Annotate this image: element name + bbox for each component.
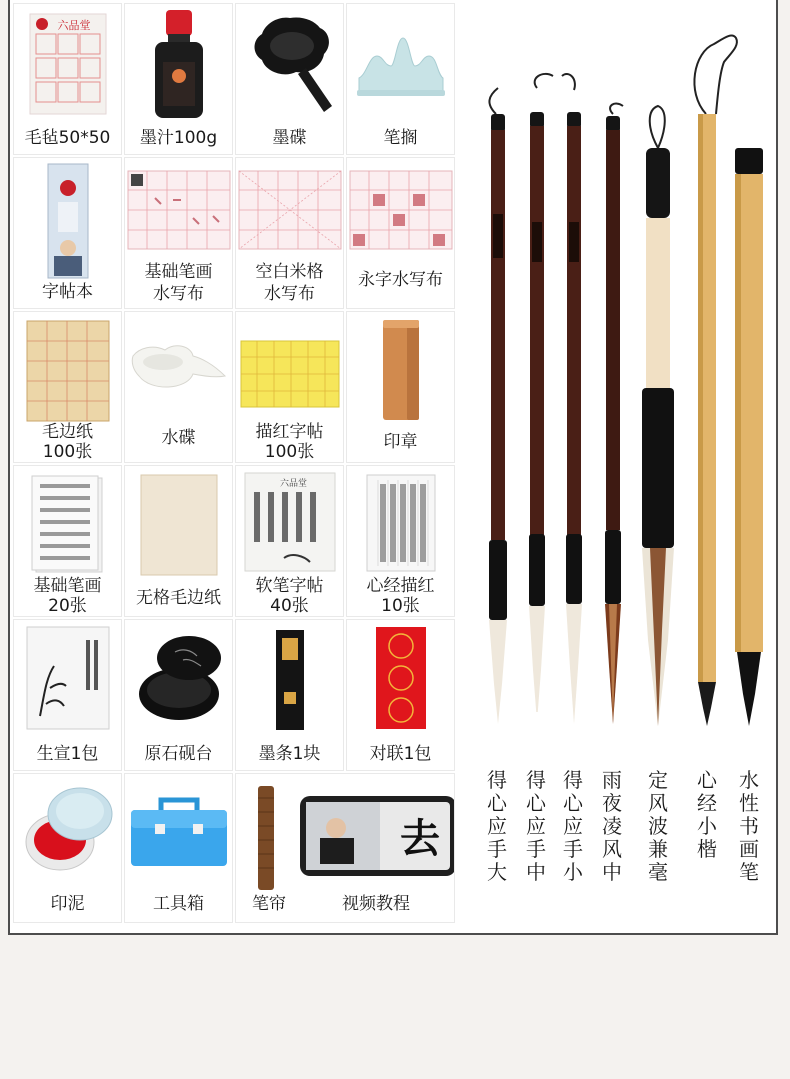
brush-2-icon [519, 68, 555, 712]
brush-roll-video-group [236, 778, 454, 894]
stroke-sheets-icon [30, 474, 106, 574]
item-couplet [347, 620, 454, 770]
item-tracing-paper [236, 312, 343, 462]
item-ink-dish [236, 4, 343, 154]
heart-sutra-icon [366, 474, 436, 572]
water-dish-icon [129, 338, 229, 398]
inkstone-icon [131, 630, 227, 726]
item-seal-paste [14, 774, 121, 922]
brush-roll-icon [258, 786, 274, 890]
seal-paste-icon [20, 784, 116, 880]
item-water-cloth-yong [347, 158, 454, 308]
water-cloth-yong-icon [349, 170, 453, 250]
item-label-brush-roll: 笔帘 [252, 894, 286, 914]
item-label-line2: 水写布 [153, 284, 204, 304]
water-cloth-basic-icon [127, 170, 231, 250]
item-label-line2: 20张 [48, 596, 87, 616]
video-tutorial-icon [300, 796, 454, 876]
brush-1-icon [480, 84, 516, 728]
item-plain-paper [125, 466, 232, 616]
item-label: 墨汁100g [139, 128, 218, 148]
brush-rest-icon [353, 26, 449, 106]
item-label: 工具箱 [153, 894, 204, 914]
brush-3 [556, 68, 592, 736]
brush-2-label: 得 心 应 手 中 [526, 768, 546, 884]
item-inkstone [125, 620, 232, 770]
item-ink-bottle [125, 4, 232, 154]
brush-4-label: 雨 夜 凌 风 中 [602, 768, 622, 884]
item-felt-mat [14, 4, 121, 154]
item-ink-stick [236, 620, 343, 770]
tracing-paper-icon [240, 340, 340, 408]
item-label-line2: 100张 [42, 442, 93, 462]
item-water-cloth-basic [125, 158, 232, 308]
brush-7-icon [731, 146, 767, 728]
couplet-icon [375, 626, 427, 730]
item-heart-sutra [347, 466, 454, 616]
brush-2 [519, 68, 555, 716]
item-label: 墨碟 [272, 128, 307, 148]
svg-text:六品堂: 六品堂 [279, 479, 307, 489]
brush-1-label: 得 心 应 手 大 [487, 768, 507, 884]
brush-7 [731, 146, 767, 732]
item-copybook [14, 158, 121, 308]
accessory-grid [14, 4, 454, 922]
item-brush-roll-video [236, 774, 454, 922]
item-seal-stamp [347, 312, 454, 462]
item-label-line2: 40张 [270, 596, 309, 616]
brush-4-icon [595, 100, 631, 732]
item-label: 无格毛边纸 [136, 588, 221, 608]
item-label-video: 视频教程 [342, 894, 410, 914]
item-water-dish [125, 312, 232, 462]
brush-1 [480, 84, 516, 732]
item-label-line2: 水写布 [264, 284, 315, 304]
item-label-line1: 毛边纸 [42, 422, 93, 442]
item-label-line1: 基础笔画 [144, 262, 213, 282]
item-label: 字帖本 [42, 282, 93, 302]
item-label: 印泥 [50, 894, 85, 914]
item-label-line1: 软笔字帖 [255, 576, 324, 596]
xuan-paper-pack-icon [26, 626, 110, 730]
item-label: 印章 [383, 432, 418, 452]
brush-3-label: 得 心 应 手 小 [563, 768, 583, 884]
brush-5 [634, 100, 682, 740]
rice-paper-grid-icon [26, 320, 110, 422]
item-label-line2: 100张 [264, 442, 315, 462]
soft-brush-copybook-icon [244, 472, 336, 572]
item-label-line1: 空白米格 [255, 262, 324, 282]
seal-stamp-icon [381, 318, 421, 422]
item-xuan-paper-pack [14, 620, 121, 770]
ink-bottle-icon [149, 8, 209, 120]
brush-5-label: 定 风 波 兼 毫 [648, 768, 668, 884]
item-label: 原石砚台 [144, 744, 213, 764]
brush-panel [462, 4, 774, 922]
plain-paper-icon [140, 474, 218, 576]
item-toolbox [125, 774, 232, 922]
ink-stick-icon [274, 628, 306, 732]
item-label: 生宣1包 [36, 744, 99, 764]
brush-6-label: 心 经 小 楷 [697, 768, 717, 861]
item-stroke-sheets [14, 466, 121, 616]
item-label: 笔搁 [383, 128, 418, 148]
brush-4 [595, 100, 631, 736]
item-label-line1: 心经描红 [366, 576, 435, 596]
item-water-cloth-grid [236, 158, 343, 308]
toolbox-icon [127, 794, 231, 870]
copybook-icon [46, 162, 90, 280]
item-soft-brush-copybook [236, 466, 343, 616]
svg-text:六品堂: 六品堂 [57, 19, 90, 32]
brush-7-label: 水 性 书 画 笔 [739, 768, 759, 884]
brush-5-icon [634, 100, 682, 736]
ink-dish-icon [240, 12, 340, 116]
brush-3-icon [556, 68, 592, 732]
svg-text:去: 去 [400, 815, 440, 862]
item-label-line1: 描红字帖 [255, 422, 324, 442]
item-label-line1: 基础笔画 [33, 576, 102, 596]
item-label-line2: 10张 [381, 596, 420, 616]
item-label: 永字水写布 [358, 270, 443, 290]
item-label: 毛毡50*50 [24, 128, 111, 148]
item-label: 墨条1块 [258, 744, 321, 764]
item-label: 水碟 [161, 428, 196, 448]
water-cloth-grid-icon [238, 170, 342, 250]
felt-mat-icon [28, 12, 108, 116]
item-label: 对联1包 [369, 744, 432, 764]
item-brush-rest [347, 4, 454, 154]
item-rice-paper-grid [14, 312, 121, 462]
